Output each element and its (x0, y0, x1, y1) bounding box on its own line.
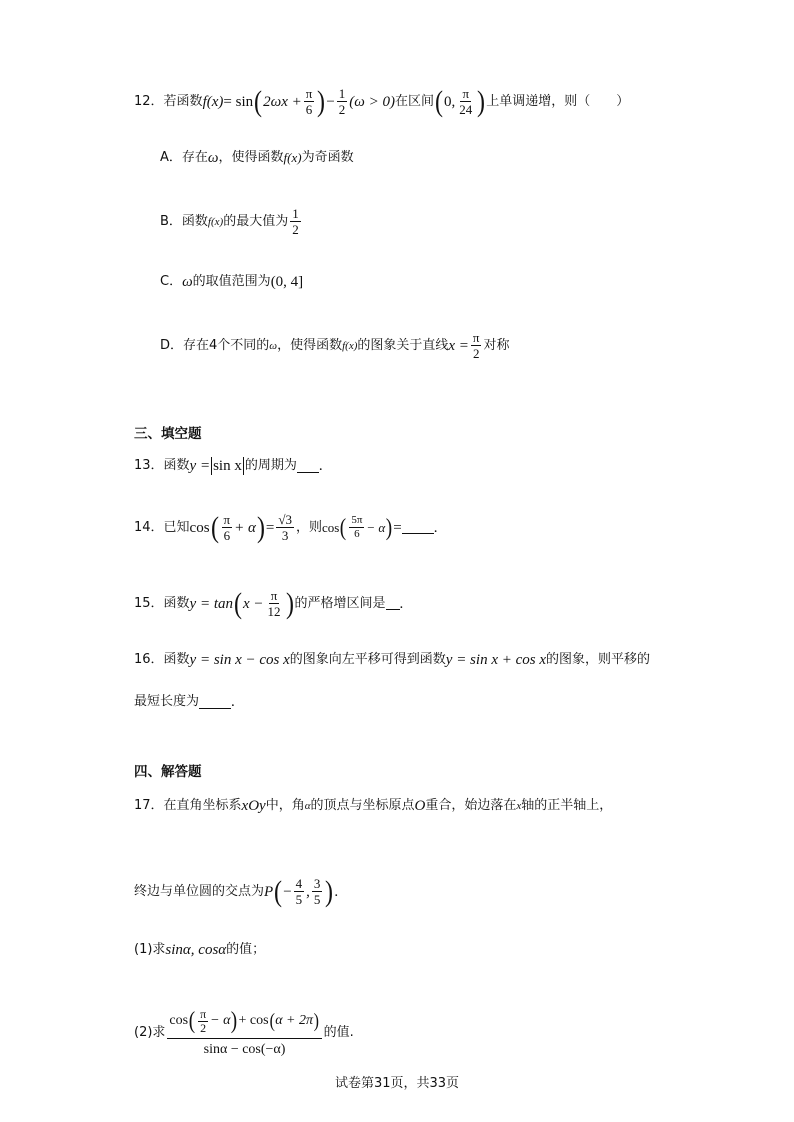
q17-big-fraction: cos ( $\frac{\pi}{2}$ − α ) + cos ( α + 2π ) sinα − cos(−α) (167, 1006, 321, 1059)
q13: 13．函数 y = sin x 的周期为 . (134, 458, 323, 474)
q12-option-d: D．存在4个不同的 ω ，使得函数 f(x) 的图象关于直线 x = $\frac{\pi}{2}$ 对称 (160, 330, 510, 361)
q15-frac-pi-12: $\frac{\pi}{12}$ (267, 588, 281, 619)
q12-option-c: C． ω 的取值范围为 (0, 4] (160, 274, 304, 290)
q16-line2: 最短长度为 . (134, 694, 235, 710)
section-fill-in-heading: 三、填空题 (134, 426, 202, 442)
q17-line2: 终边与单位圆的交点为 P ( − $\frac{4}{5}$ , $\frac{3}{5}$ ) . (134, 874, 339, 908)
q12-frac-half: $\frac{1}{2}$ (338, 86, 346, 117)
q12-frac-pi-6: $\frac{\pi}{6}$ (305, 86, 313, 117)
q17-frac-pi-2: $\frac{\pi}{2}$ (200, 1006, 207, 1035)
q16-line1: 16．函数 y = sin x − cos x 的图象向左平移可得到函数 y = sin x + cos x 的图象，则平移的 (134, 652, 651, 668)
q12-option-b: B．函数 f(x) 的最大值为 $\frac{1}{2}$ (160, 206, 299, 237)
q14-frac-5pi-6: $\frac{5\pi}{6}$ (351, 514, 363, 540)
q16-answer-blank[interactable] (199, 696, 231, 709)
q12-number: 12． (134, 93, 164, 109)
q14-frac-sqrt3-3: $\frac{√3}{3}$ (278, 512, 292, 543)
q14-frac-pi-6: $\frac{\pi}{6}$ (223, 512, 231, 543)
q17-line1: 17．在直角坐标系 xOy 中，角 α 的顶点与坐标原点 O 重合，始边落在 x 轴的正半轴上， (134, 798, 613, 814)
q12-option-a: A．存在 ω ，使得函数 f(x) 为奇函数 (160, 150, 354, 166)
q12-d-frac: $\frac{\pi}{2}$ (472, 330, 480, 361)
q13-answer-blank[interactable] (297, 460, 319, 473)
q15-answer-blank[interactable] (386, 597, 400, 610)
q14-answer-blank[interactable] (402, 521, 434, 534)
section-answer-heading: 四、解答题 (134, 764, 202, 780)
q17-frac-3-5: $\frac{3}{5}$ (313, 876, 321, 907)
page-footer: 试卷第31页，共33页 (334, 1076, 460, 1091)
q12-stem: 12． 若函数 f(x) = sin ( 2ωx + $\frac{\pi}{6}$ ) − $\frac{1}{2}$ (ω > 0) 在区间 ( 0, $\frac{\pi}{24}$ ) 上单调递增，则（ ） (134, 84, 630, 118)
q17-part1: (1)求 sinα, cosα 的值； (134, 942, 266, 958)
q12-function: f(x) (202, 93, 224, 110)
q17-frac-4-5: $\frac{4}{5}$ (295, 876, 303, 907)
q12-frac-pi-24: $\frac{\pi}{24}$ (459, 86, 473, 117)
q12-b-frac: $\frac{1}{2}$ (292, 206, 299, 237)
q14: 14．已知 cos ( $\frac{\pi}{6}$ + α ) = $\frac{√3}{3}$ ，则 cos ( $\frac{5\pi}{6}$ − α ) = . (134, 510, 438, 544)
q15: 15．函数 y = tan ( x − $\frac{\pi}{12}$ ) 的严格增区间是 . (134, 586, 404, 620)
q17-part2: (2)求 cos ( $\frac{\pi}{2}$ − α ) + cos ( α + 2π ) sinα − cos(−α) 的值. (134, 1006, 354, 1057)
